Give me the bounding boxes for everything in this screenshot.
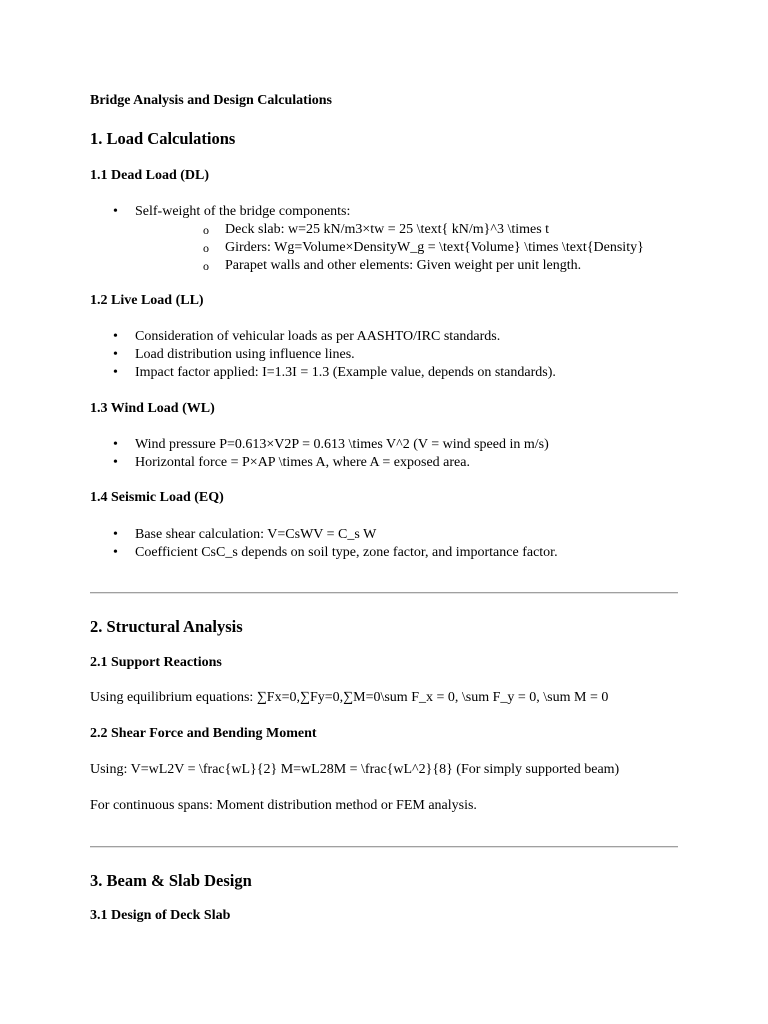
- subheading-live-load: 1.2 Live Load (LL): [90, 293, 204, 308]
- list-item: • Impact factor applied: I=1.3I = 1.3 (Example value, depends on standards).: [90, 364, 556, 382]
- dead-load-sublist: [135, 221, 644, 275]
- list-item: • Load distribution using influence lines.: [90, 346, 556, 364]
- list-item: • Self-weight of the bridge components: o Deck slab: w=25 kN/m3×tw = 25 \text{ kN/m}^3 \times t o Girders: Wg=Volume×DensityW_g = \text{Volume} \times \text{Density} o Parapet walls and other elements: Given weight per unit length.: [90, 203, 644, 221]
- list-item: o Parapet walls and other elements: Given weight per unit length.: [135, 257, 644, 275]
- wind-load-list: [90, 436, 549, 472]
- live-load-list: [90, 328, 556, 382]
- list-item: • Horizontal force = P×AP \times A, where A = exposed area.: [90, 454, 549, 472]
- section-divider: [90, 592, 678, 594]
- shear-bending-formula-text: Using: V=wL2V = \frac{wL}{2} M=wL28M = \frac{wL^2}{8} (For simply supported beam): [90, 762, 620, 777]
- subheading-support-reactions: 2.1 Support Reactions: [90, 655, 222, 670]
- subheading-shear-bending: 2.2 Shear Force and Bending Moment: [90, 726, 317, 741]
- document-title: Bridge Analysis and Design Calculations: [90, 93, 332, 108]
- list-item: • Wind pressure P=0.613×V2P = 0.613 \times V^2 (V = wind speed in m/s): [90, 436, 549, 454]
- list-item: o Girders: Wg=Volume×DensityW_g = \text{Volume} \times \text{Density}: [135, 239, 644, 257]
- section-divider: [90, 846, 678, 848]
- subheading-deck-slab-design: 3.1 Design of Deck Slab: [90, 908, 231, 923]
- list-item: o Deck slab: w=25 kN/m3×tw = 25 \text{ kN/m}^3 \times t: [135, 221, 644, 239]
- dead-load-list: [90, 203, 644, 273]
- list-item: • Consideration of vehicular loads as per AASHTO/IRC standards.: [90, 328, 556, 346]
- list-item: • Base shear calculation: V=CsWV = C_s W: [90, 526, 558, 544]
- seismic-load-list: [90, 526, 558, 562]
- subheading-dead-load: 1.1 Dead Load (DL): [90, 168, 210, 183]
- subheading-wind-load: 1.3 Wind Load (WL): [90, 401, 215, 416]
- section-heading-beam-slab-design: 3. Beam & Slab Design: [90, 871, 252, 890]
- continuous-spans-text: For continuous spans: Moment distribution method or FEM analysis.: [90, 798, 477, 813]
- support-reactions-text: Using equilibrium equations: ∑Fx=0,∑Fy=0,∑M=0\sum F_x = 0, \sum F_y = 0, \sum M = 0: [90, 690, 609, 705]
- section-heading-structural-analysis: 2. Structural Analysis: [90, 617, 243, 636]
- list-item: • Coefficient CsC_s depends on soil type, zone factor, and importance factor.: [90, 544, 558, 562]
- subheading-seismic-load: 1.4 Seismic Load (EQ): [90, 490, 224, 505]
- section-heading-load-calculations: 1. Load Calculations: [90, 129, 236, 148]
